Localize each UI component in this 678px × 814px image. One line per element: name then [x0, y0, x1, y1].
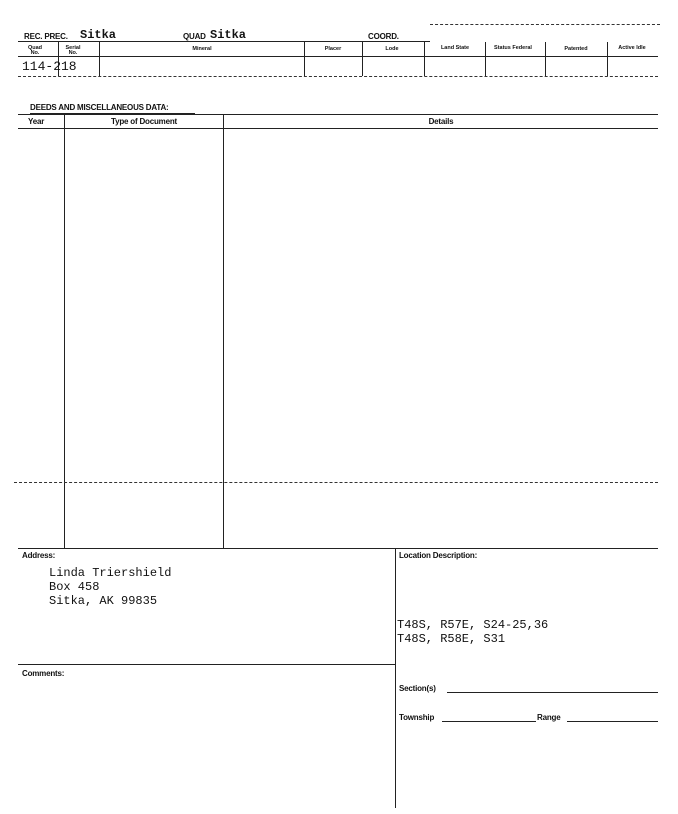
col-patented: Patented: [564, 46, 588, 52]
quad-label: QUAD: [183, 32, 206, 41]
location-line-1: T48S, R57E, S24-25,36: [397, 618, 549, 632]
deeds-header-top-rule: [18, 114, 658, 115]
quad-value: Sitka: [210, 28, 247, 42]
sections-fill-line: [447, 692, 658, 693]
col-sep: [545, 42, 546, 76]
col-status-federal: Status Federal: [494, 45, 532, 51]
col-sep: [362, 42, 363, 76]
rec-prec-label: REC. PREC.: [24, 32, 68, 41]
bottom-section-top-rule: [18, 548, 658, 549]
bottom-section-divider: [395, 548, 396, 808]
header-top-rule: [18, 41, 430, 42]
deeds-title: DEEDS AND MISCELLANEOUS DATA:: [30, 103, 169, 112]
column-header-bottom-rule: [18, 56, 658, 57]
header-top-rule-dashed: [430, 24, 660, 25]
comments-label: Comments:: [22, 669, 65, 678]
sections-label: Section(s): [399, 684, 436, 693]
record-row-rule: [18, 76, 658, 77]
township-label: Township: [399, 713, 435, 722]
comments-top-rule: [18, 664, 395, 665]
address-line-1: Linda Triershield: [49, 566, 172, 580]
col-sep: [485, 42, 486, 76]
col-quad-no: Quad No.: [27, 45, 43, 56]
col-sep: [607, 42, 608, 76]
deeds-dashed-rule: [14, 482, 658, 483]
coord-label: COORD.: [368, 32, 399, 41]
township-fill-line: [442, 721, 536, 722]
col-land-state: Land State: [440, 45, 470, 51]
rec-prec-value: Sitka: [80, 28, 117, 42]
col-sep: [99, 42, 100, 76]
col-details: Details: [428, 117, 454, 126]
deeds-header-bottom-rule: [18, 128, 658, 129]
range-fill-line: [567, 721, 658, 722]
col-sep: [304, 42, 305, 76]
range-label: Range: [537, 713, 561, 722]
col-type-of-document: Type of Document: [111, 117, 177, 126]
col-sep: [424, 42, 425, 76]
location-line-2: T48S, R58E, S31: [397, 632, 506, 646]
col-serial-no: Serial No.: [65, 45, 81, 56]
col-mineral: Mineral: [192, 46, 212, 52]
col-year: Year: [28, 117, 45, 126]
col-lode: Lode: [385, 46, 399, 52]
quad-no-value: 114-218: [22, 59, 77, 74]
col-active-idle: Active Idle: [618, 45, 646, 51]
address-line-2: Box 458: [49, 580, 100, 594]
location-description-label: Location Description:: [399, 551, 478, 560]
col-placer: Placer: [324, 46, 342, 52]
address-line-3: Sitka, AK 99835: [49, 594, 158, 608]
address-label: Address:: [22, 551, 56, 560]
